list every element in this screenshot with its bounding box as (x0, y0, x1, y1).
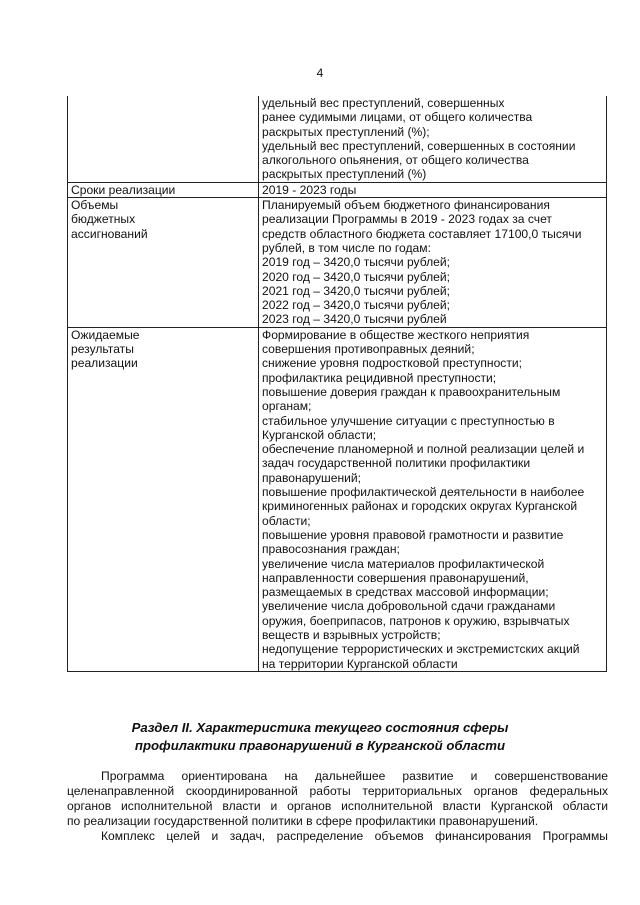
table-row (68, 182, 607, 197)
row-value-line: раскрытых преступлений (%); (262, 124, 430, 139)
body-line: Комплекс целей и задач, распределение объемов финансирования Программы (101, 829, 608, 843)
row-value-line: 2019 год – 3420,0 тысячи рублей; (262, 255, 451, 270)
row-label-line: Сроки реализации (71, 182, 176, 197)
row-label-line: реализации (71, 356, 138, 371)
row-value-line: профилактика рецидивной преступности; (262, 370, 497, 385)
row-value-line: стабильное улучшение ситуации с преступностью в (262, 413, 555, 428)
row-value-line: повышение доверия граждан к правоохранительным (262, 384, 561, 399)
row-value-line: веществ и взрывных устройств; (262, 627, 441, 642)
row-value-line: рублей, в том числе по годам: (262, 240, 431, 255)
row-value-line: повышение уровня правовой грамотности и развитие (262, 527, 564, 542)
row-value-line: удельный вес преступлений, совершенных (262, 96, 505, 110)
row-value-line: направленности совершения правонарушений, (262, 570, 529, 585)
section-title-line-1: Раздел II. Характеристика текущего состояния сферы (131, 720, 509, 735)
body-paragraph (67, 769, 608, 844)
row-value-line: ранее судимыми лицами, от общего количества (262, 110, 533, 125)
page-number: 4 (316, 66, 324, 80)
row-value-line: раскрытых преступлений (%) (262, 167, 427, 182)
row-value-line: размещаемых в средствах массовой информации; (262, 585, 549, 600)
row-label-cell (68, 182, 259, 197)
row-value-line: совершения противоправных деяний; (262, 342, 475, 357)
row-value-cell (259, 182, 607, 197)
row-label-line: Объемы (71, 198, 119, 213)
row-label-line: результаты (71, 342, 134, 357)
row-value-line: области; (262, 513, 311, 528)
row-value-line: увеличение числа добровольной сдачи гражданами (262, 599, 556, 614)
row-value-line: средств областного бюджета составляет 17100,0 тысячи (262, 226, 582, 241)
row-value-line: задач государственной политики профилактики (262, 456, 531, 471)
row-value-line: Курганской области; (262, 427, 377, 442)
row-value-line: обеспечение планомерной и полной реализации целей и (262, 442, 585, 457)
row-value-line: на территории Курганской области (262, 656, 458, 671)
body-line: целенаправленной скоординированной работы территориальных органов федеральных (67, 784, 608, 798)
body-line: органов исполнительной власти и органов исполнительной власти Курганской области (67, 799, 608, 813)
row-value-line: 2020 год – 3420,0 тысячи рублей; (262, 269, 451, 284)
row-value-line: увеличение числа материалов профилактической (262, 556, 545, 571)
section-title-line-2: профилактики правонарушений в Курганской области (134, 738, 506, 753)
row-value-line: оружия, боеприпасов, патронов к оружию, взрывчатых (262, 613, 570, 628)
row-value-cell (259, 327, 607, 671)
row-value-line: алкогольного опьянения, от общего количества (262, 153, 529, 168)
row-label-cell (68, 96, 259, 182)
row-value-line: 2022 год – 3420,0 тысячи рублей; (262, 298, 451, 313)
row-value-line: недопущение террористических и экстремистских акций (262, 642, 580, 657)
table-row (68, 198, 607, 328)
row-value-line: Планируемый объем бюджетного финансирования (262, 198, 550, 213)
row-value-line: криминогенных районах и городских округах Курганской (262, 499, 578, 514)
body-line: по реализации государственной политики в сфере профилактики правонарушений. (67, 814, 539, 828)
row-value-line: правосознания граждан; (262, 542, 400, 557)
row-label-cell (68, 198, 259, 328)
row-value-line: Формирование в обществе жесткого неприятия (262, 327, 530, 342)
row-value-cell (259, 96, 607, 182)
row-value-cell (259, 198, 607, 328)
row-value-line: снижение уровня подростковой преступности; (262, 356, 523, 371)
row-label-cell (68, 327, 259, 671)
row-label-line: бюджетных (71, 212, 136, 227)
row-value-line: органам; (262, 399, 312, 414)
table-row (68, 327, 607, 671)
table-row (68, 96, 607, 182)
row-value-line: 2021 год – 3420,0 тысячи рублей; (262, 283, 451, 298)
row-value-line: правонарушений; (262, 470, 362, 485)
row-value-line: 2023 год – 3420,0 тысячи рублей (262, 312, 447, 327)
body-line: Программа ориентирована на дальнейшее развитие и совершенствование (101, 769, 608, 783)
row-value-line: повышение профилактической деятельности в наиболее (262, 485, 585, 500)
row-value-line: реализации Программы в 2019 - 2023 годах за счет (262, 212, 552, 227)
row-label-line: Ожидаемые (71, 327, 140, 342)
section-title (0, 719, 640, 755)
row-label-line: ассигнований (71, 226, 148, 241)
row-value-line: удельный вес преступлений, совершенных в состоянии (262, 138, 576, 153)
program-passport-table (67, 96, 607, 672)
row-value-line: 2019 - 2023 годы (262, 182, 357, 197)
